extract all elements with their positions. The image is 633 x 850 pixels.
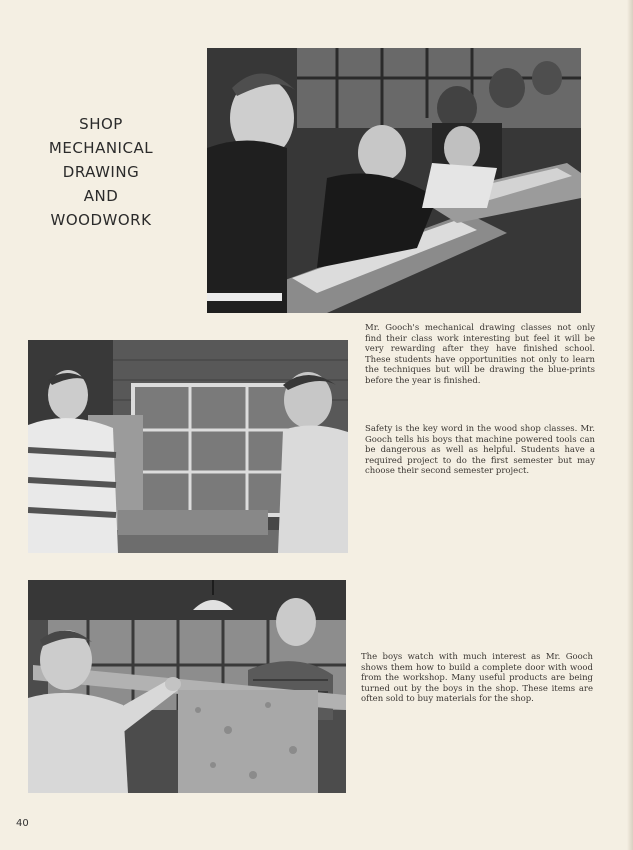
drawing-class-caption: Mr. Gooch's mechanical drawing classes not only find their class work interesting but feel it will be very rewarding after they have finished school. These students have opportunities not only to learn the techniques but will be drawing the blue-prints before the year is finished. xyxy=(365,323,595,386)
workshop-door-illustration xyxy=(28,580,346,793)
title-line: MECHANICAL xyxy=(48,139,154,157)
drawing-class-illustration xyxy=(207,48,581,313)
wood-shop-illustration xyxy=(28,340,348,553)
title-line: SHOP xyxy=(79,115,123,133)
safety-caption: Safety is the key word in the wood shop classes. Mr. Gooch tells his boys that machine powered tools can be dangerous as well as helpful. Students have a required project to do the first semester but may choose their second semester project. xyxy=(365,424,595,477)
drawing-class-photo xyxy=(207,48,581,313)
page-number: 40 xyxy=(16,818,29,829)
page-title xyxy=(38,112,164,232)
door-building-photo xyxy=(28,580,346,793)
title-line: AND xyxy=(83,187,119,205)
title-line: DRAWING xyxy=(62,163,140,181)
title-line: WOODWORK xyxy=(50,211,152,229)
door-building-caption: The boys watch with much interest as Mr. Gooch shows them how to build a complete door with wood from the workshop. Many useful products are being turned out by the boys in the shop. These items are often sold to buy materials for the shop. xyxy=(361,652,593,705)
wood-shop-safety-photo xyxy=(28,340,348,553)
page-edge-shadow xyxy=(627,0,633,850)
